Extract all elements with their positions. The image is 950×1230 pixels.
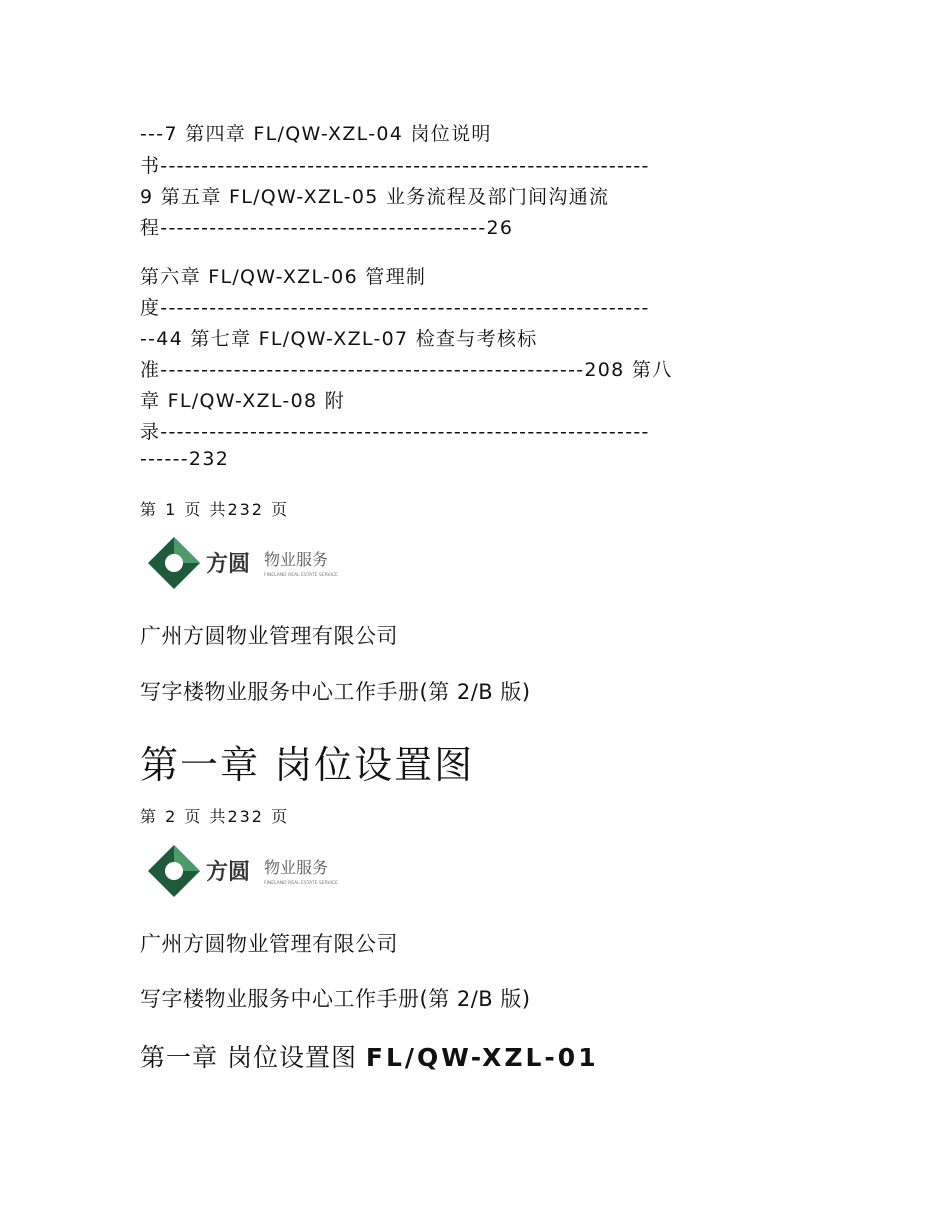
toc-line-5: 第六章 FL/QW-XZL-06 管理制 <box>140 266 427 288</box>
manual-title: 写字楼物业服务中心工作手册(第 2/B 版) <box>140 680 531 704</box>
logo-subtext: 物业服务 <box>264 550 329 569</box>
chapter-code: FL/QW-XZL-01 <box>365 1043 599 1072</box>
chapter-heading: 第一章 岗位设置图 <box>140 743 475 787</box>
toc-line-3: 9 第五章 FL/QW-XZL-05 业务流程及部门间沟通流 <box>140 186 610 208</box>
company-logo <box>146 535 346 591</box>
logo-text: 方圆 <box>206 860 251 885</box>
toc-line-1: ---7 第四章 FL/QW-XZL-04 岗位说明 <box>140 123 492 145</box>
toc-line-9: 章 FL/QW-XZL-08 附 <box>140 390 345 412</box>
company-name: 广州方圆物业管理有限公司 <box>140 932 398 956</box>
company-name: 广州方圆物业管理有限公司 <box>140 624 398 648</box>
toc-line-10: 录------------------------------------------------------------ <box>140 421 650 443</box>
company-logo <box>146 843 346 899</box>
toc-line-8: 准----------------------------------------------------208 第八 <box>140 359 673 381</box>
logo-center <box>165 862 183 880</box>
logo-tagline: FINELAND REAL ESTATE SERVICE <box>264 573 338 578</box>
logo-text: 方圆 <box>206 552 251 577</box>
chapter-title: 第一章 岗位设置图 <box>140 1043 357 1072</box>
logo-tagline: FINELAND REAL ESTATE SERVICE <box>264 881 338 886</box>
logo-center <box>165 554 183 572</box>
toc-line-11: ------232 <box>140 448 230 470</box>
page-number: 第 2 页 共232 页 <box>140 807 290 826</box>
manual-title: 写字楼物业服务中心工作手册(第 2/B 版) <box>140 987 531 1011</box>
toc-line-2: 书------------------------------------------------------------ <box>140 155 650 177</box>
page-number: 第 1 页 共232 页 <box>140 500 290 519</box>
toc-line-4: 程----------------------------------------26 <box>140 217 514 239</box>
toc-line-6: 度------------------------------------------------------------ <box>140 297 650 319</box>
toc-line-7: --44 第七章 FL/QW-XZL-07 检查与考核标 <box>140 328 538 350</box>
chapter-heading-with-code <box>140 1038 599 1074</box>
logo-subtext: 物业服务 <box>264 858 329 877</box>
